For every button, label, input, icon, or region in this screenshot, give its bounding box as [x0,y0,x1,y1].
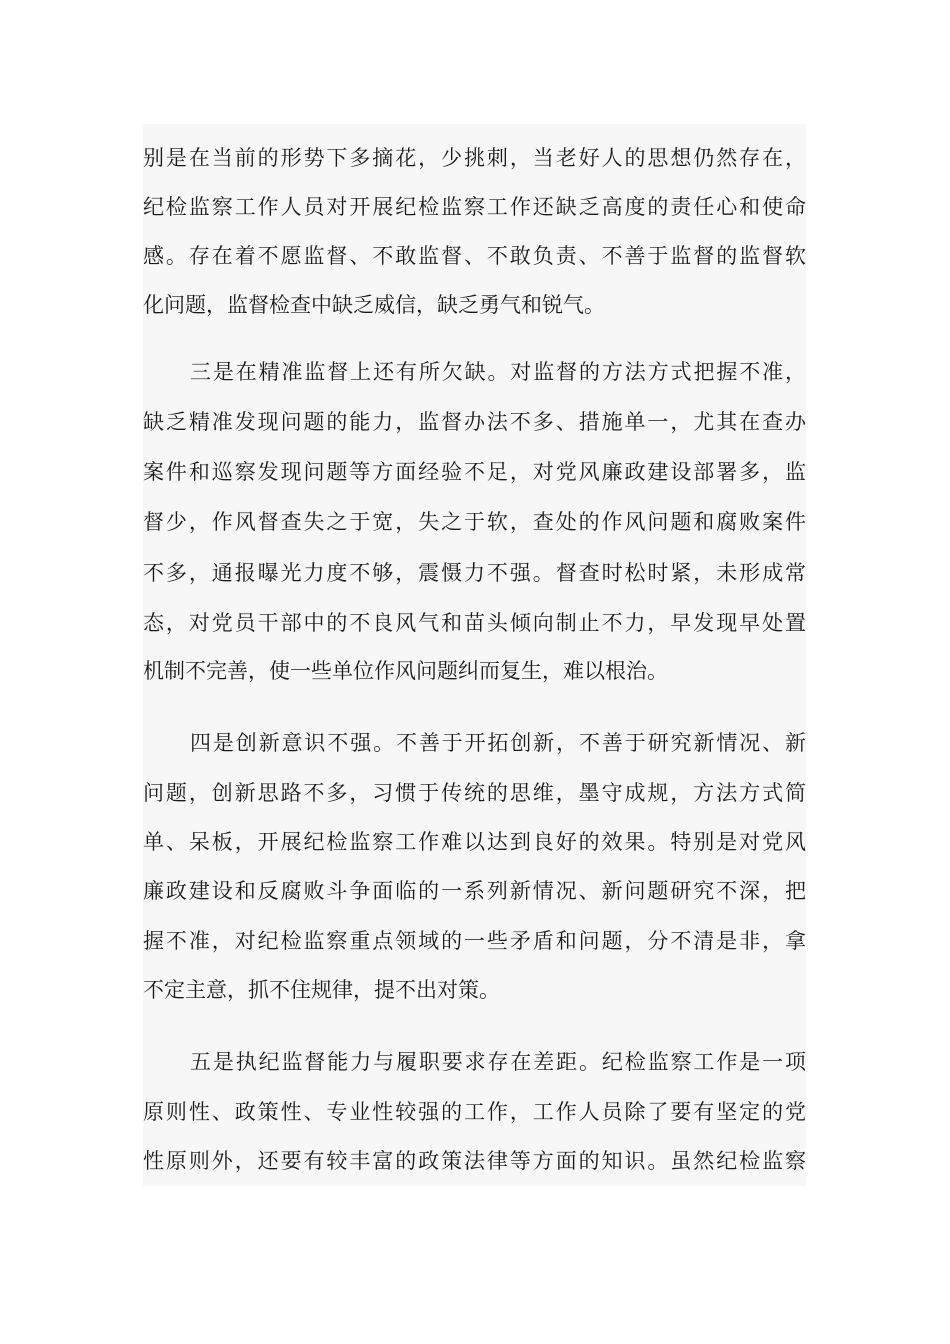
text-line: 别是在当前的形势下多摘花，少挑刺，当老好人的思想仍然存在， [143,146,806,170]
text-line: 握不准，对纪检监察重点领域的一些矛盾和问题，分不清是非，拿 [143,929,806,953]
text-line: 问题，创新思路不多，习惯于传统的思维，墨守成规，方法方式简 [143,781,806,805]
text-line: 缺乏精准发现问题的能力，监督办法不多、措施单一，尤其在查办 [143,410,806,434]
text-line: 原则性、政策性、专业性较强的工作，工作人员除了要有坚定的党 [143,1100,806,1124]
text-line: 机制不完善，使一些单位作风问题纠而复生，难以根治。 [143,659,668,683]
text-line: 化问题，监督检查中缺乏威信，缺乏勇气和锐气。 [143,293,605,317]
text-line: 不定主意，抓不住规律，提不出对策。 [143,978,500,1002]
text-line: 案件和巡察发现问题等方面经验不足，对党风廉政建设部署多，监 [143,460,806,484]
text-line: 三是在精准监督上还有所欠缺。对监督的方法方式把握不准， [190,360,806,384]
text-line: 纪检监察工作人员对开展纪检监察工作还缺乏高度的责任心和使命 [143,195,806,219]
text-line: 单、呆板，开展纪检监察工作难以达到良好的效果。特别是对党风 [143,830,806,854]
text-line: 廉政建设和反腐败斗争面临的一系列新情况、新问题研究不深，把 [143,879,806,903]
text-line: 性原则外，还要有较丰富的政策法律等方面的知识。虽然纪检监察 [143,1149,806,1173]
document-text-block [143,124,806,1186]
text-line: 四是创新意识不强。不善于开拓创新，不善于研究新情况、新 [190,731,806,755]
text-line: 督少，作风督查失之于宽，失之于软，查处的作风问题和腐败案件 [143,510,806,534]
text-line: 五是执纪监督能力与履职要求存在差距。纪检监察工作是一项 [190,1050,806,1074]
text-line: 态，对党员干部中的不良风气和苗头倾向制止不力，早发现早处置 [143,611,806,635]
text-line: 不多，通报曝光力度不够，震慑力不强。督查时松时紧，未形成常 [143,561,806,585]
text-line: 感。存在着不愿监督、不敢监督、不敢负责、不善于监督的监督软 [143,244,806,268]
